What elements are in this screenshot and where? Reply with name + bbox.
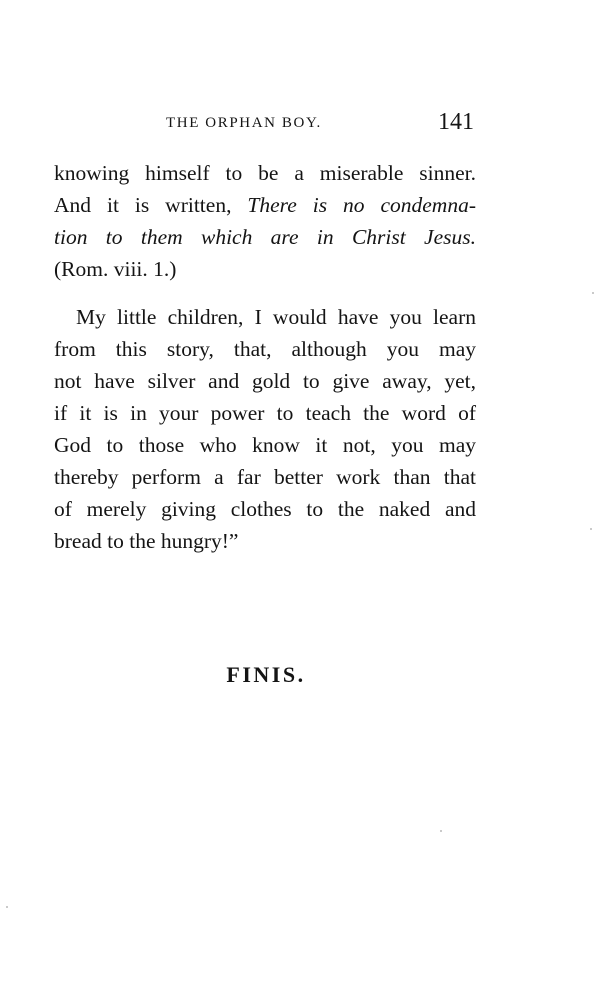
finis-label: FINIS.	[226, 662, 306, 687]
text-run: bread to the hungry!”	[54, 529, 239, 553]
running-title: THE ORPHAN BOY.	[166, 115, 322, 131]
text-run: God to those who know it not, you may	[54, 433, 476, 457]
text-run: if it is in your power to teach the word of	[54, 401, 476, 425]
text-line	[54, 301, 476, 333]
paragraph-continuation	[54, 157, 476, 285]
paper-speck	[592, 292, 594, 294]
text-line	[54, 333, 476, 365]
text-line	[54, 525, 476, 557]
text-line	[54, 189, 476, 221]
paper-speck	[590, 528, 592, 530]
text-line	[54, 157, 476, 189]
paper-speck	[440, 830, 442, 832]
text-run: And it is written,	[54, 193, 248, 217]
page-number: 141	[438, 109, 474, 135]
text-run: knowing himself to be a miserable sinner.	[54, 161, 476, 185]
text-line	[54, 397, 476, 429]
text-run: not have silver and gold to give away, yet,	[54, 369, 476, 393]
text-run: My little children, I would have you learn	[76, 305, 476, 329]
text-run: (Rom. viii. 1.)	[54, 257, 177, 281]
text-line	[54, 221, 476, 253]
text-run: from this story, that, although you may	[54, 337, 476, 361]
text-run: thereby perform a far better work than that	[54, 465, 476, 489]
text-line	[54, 253, 476, 285]
paper-speck	[6, 906, 8, 908]
running-head	[166, 111, 474, 137]
italic-scripture-text: tion to them which are in Christ Jesus.	[54, 225, 476, 249]
text-line	[54, 461, 476, 493]
text-line	[54, 429, 476, 461]
italic-scripture-text: There is no condemna-	[247, 193, 476, 217]
paragraph-closing-address	[54, 301, 476, 557]
text-line	[54, 365, 476, 397]
text-run: of merely giving clothes to the naked and	[54, 497, 476, 521]
text-line	[54, 493, 476, 525]
